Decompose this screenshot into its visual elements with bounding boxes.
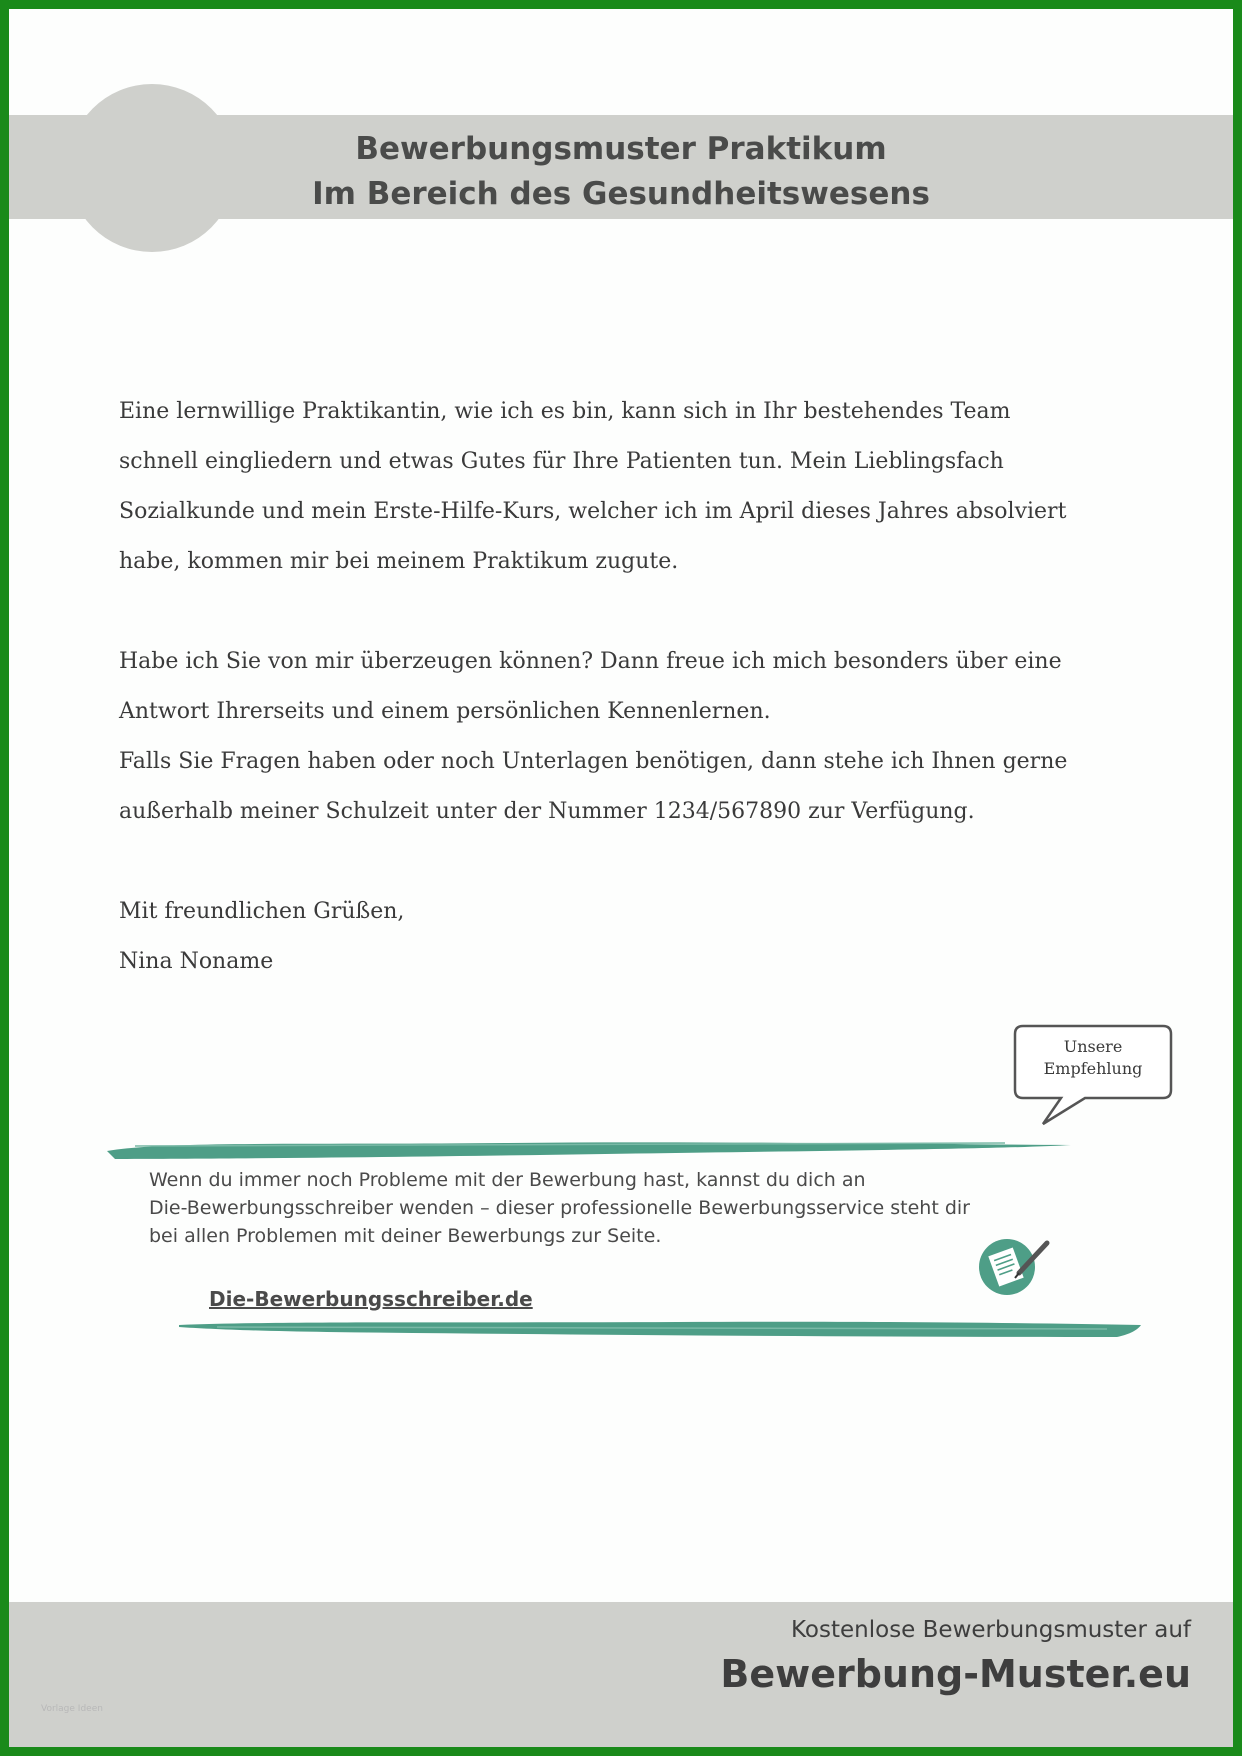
text-line: Falls Sie Fragen haben oder noch Unterlagen benötigen, dann stehe ich Ihnen gerne xyxy=(119,749,1068,774)
bubble-line-2: Empfehlung xyxy=(1043,1059,1143,1078)
text-line: Habe ich Sie von mir überzeugen können? Dann freue ich mich besonders über eine xyxy=(119,649,1062,674)
brush-stroke-top xyxy=(105,1137,1075,1163)
footer-site-name[interactable]: Bewerbung-Muster.eu xyxy=(720,1652,1191,1696)
recommendation-bubble-label xyxy=(1013,1036,1173,1080)
text-line: Die-Bewerbungsschreiber wenden – dieser professionelle Bewerbungsservice steht dir xyxy=(149,1197,970,1219)
page-title xyxy=(9,127,1233,217)
text-line: schnell eingliedern und etwas Gutes für Ihre Patienten tun. Mein Lieblingsfach xyxy=(119,449,1004,474)
recommendation-text xyxy=(149,1166,1109,1250)
letter-page xyxy=(9,9,1233,1747)
greeting: Mit freundlichen Grüßen, xyxy=(119,899,405,924)
letter-closing xyxy=(119,887,1159,987)
pen-paper-icon xyxy=(969,1233,1053,1297)
watermark: Vorlage Ideen xyxy=(41,1704,103,1714)
bewerbungsschreiber-link[interactable]: Die-Bewerbungsschreiber.de xyxy=(209,1287,533,1311)
footer-tagline: Kostenlose Bewerbungsmuster auf xyxy=(791,1617,1191,1643)
text-line: habe, kommen mir bei meinem Praktikum zugute. xyxy=(119,549,679,574)
title-line-1: Bewerbungsmuster Praktikum xyxy=(355,131,887,167)
text-line: Eine lernwillige Praktikantin, wie ich es bin, kann sich in Ihr bestehendes Team xyxy=(119,399,1011,424)
text-line: Antwort Ihrerseits und einem persönlichen Kennenlernen. xyxy=(119,699,771,724)
letter-paragraph-1 xyxy=(119,387,1159,587)
text-line: außerhalb meiner Schulzeit unter der Nummer 1234/567890 zur Verfügung. xyxy=(119,799,975,824)
letter-paragraph-2 xyxy=(119,637,1159,837)
title-line-2: Im Bereich des Gesundheitswesens xyxy=(312,176,930,212)
text-line: bei allen Problemen mit deiner Bewerbungs zur Seite. xyxy=(149,1225,662,1247)
signature-name: Nina Noname xyxy=(119,949,274,974)
text-line: Sozialkunde und mein Erste-Hilfe-Kurs, welcher ich im April dieses Jahres absolviert xyxy=(119,499,1067,524)
text-line: Wenn du immer noch Probleme mit der Bewerbung hast, kannst du dich an xyxy=(149,1169,866,1191)
brush-stroke-bottom xyxy=(177,1317,1145,1341)
bubble-line-1: Unsere xyxy=(1063,1037,1123,1056)
